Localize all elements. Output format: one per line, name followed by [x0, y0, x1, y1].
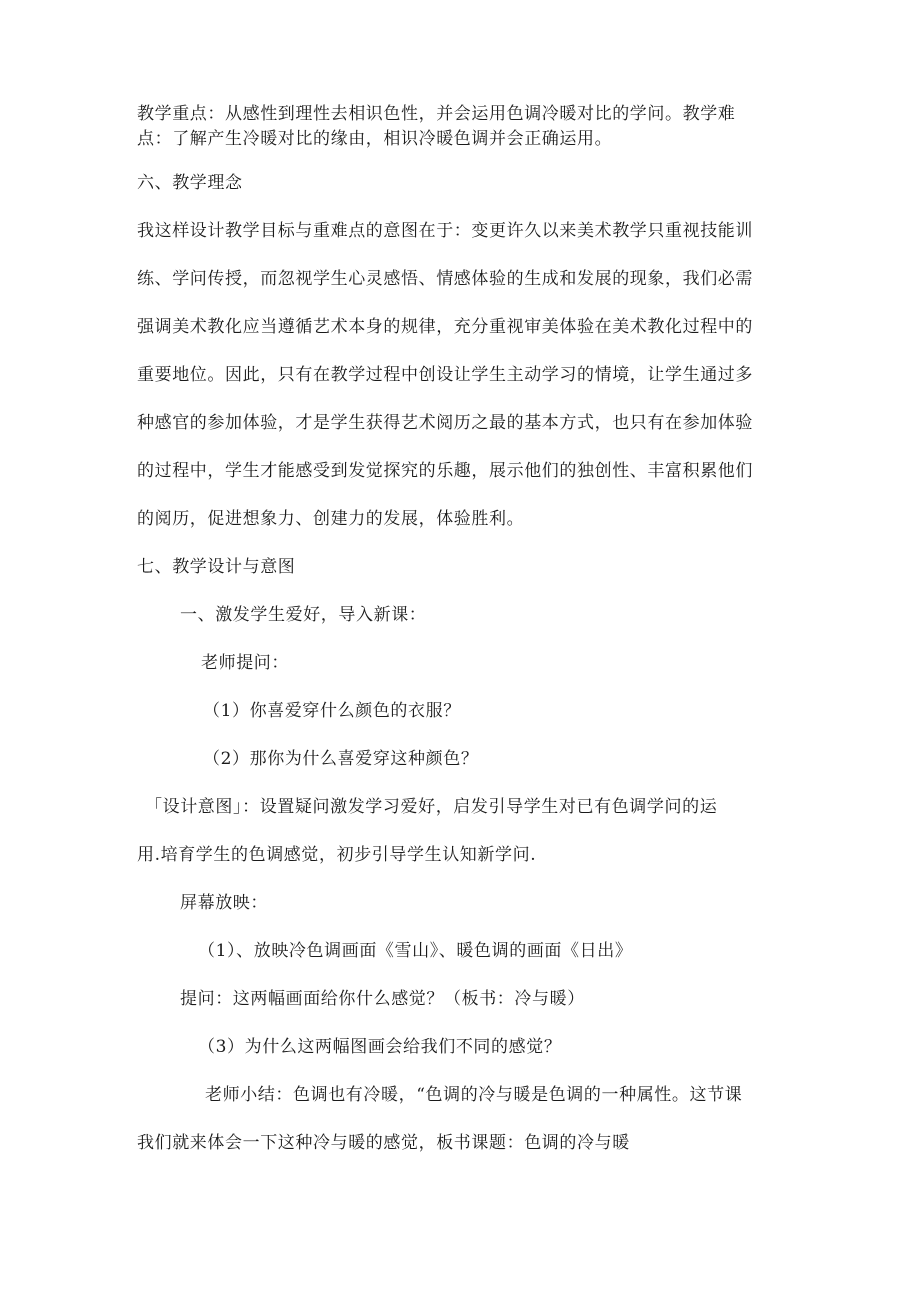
text-line: 老师提问：	[201, 653, 289, 673]
text-line: 练、学问传授，而忽视学生心灵感悟、情感体验的生成和发展的现象，我们必需	[137, 269, 753, 289]
text-line: 老师小结：色调也有冷暖，“色调的冷与暖是色调的一种属性。这节课	[205, 1085, 743, 1105]
text-line: 我们就来体会一下这种冷与暖的感觉，板书课题：色调的冷与暖	[137, 1133, 630, 1153]
text-line: 种感官的参加体验，才是学生获得艺术阅历之最的基本方式，也只有在参加体验	[137, 413, 753, 433]
text-line: 教学重点：从感性到理性去相识色性，并会运用色调冷暖对比的学问。教学难	[137, 104, 736, 124]
text-line: （2）那你为什么喜爱穿这种颜色？	[203, 749, 479, 769]
text-line: 用.培育学生的色调感觉，初步引导学生认知新学问.	[137, 845, 537, 865]
text-line: （3）为什么这两幅图画会给我们不同的感觉？	[198, 1037, 562, 1057]
text-line: 一、激发学生爱好，导入新课：	[180, 605, 427, 625]
section-heading: 六、教学理念	[137, 173, 243, 193]
text-line: （1）、放映冷色调画面《雪山》、暖色调的画面《日出》	[198, 941, 633, 961]
section-heading: 七、教学设计与意图	[137, 557, 296, 577]
text-line: （1）你喜爱穿什么颜色的衣服？	[203, 701, 461, 721]
text-line: 屏幕放映：	[180, 893, 268, 913]
text-line: 强调美术教化应当遵循艺术本身的规律，充分重视审美体验在美术教化过程中的	[137, 317, 753, 337]
text-line: 点：了解产生冷暖对比的缘由，相识冷暖色调并会正确运用。	[137, 129, 613, 149]
text-line: 提问：这两幅画面给你什么感觉？（板书：冷与暖）	[180, 989, 585, 1009]
text-line: 重要地位。因此，只有在教学过程中创设让学生主动学习的情境，让学生通过多	[137, 365, 753, 385]
text-line: 「设计意图」：设置疑问激发学习爱好，启发引导学生对已有色调学问的运	[145, 797, 718, 817]
text-line: 的阅历，促进想象力、创建力的发展，体验胜利。	[137, 509, 525, 529]
text-line: 我这样设计教学目标与重难点的意图在于：变更许久以来美术教学只重视技能训	[137, 221, 753, 241]
text-line: 的过程中，学生才能感受到发觉探究的乐趣，展示他们的独创性、丰富积累他们	[137, 461, 753, 481]
